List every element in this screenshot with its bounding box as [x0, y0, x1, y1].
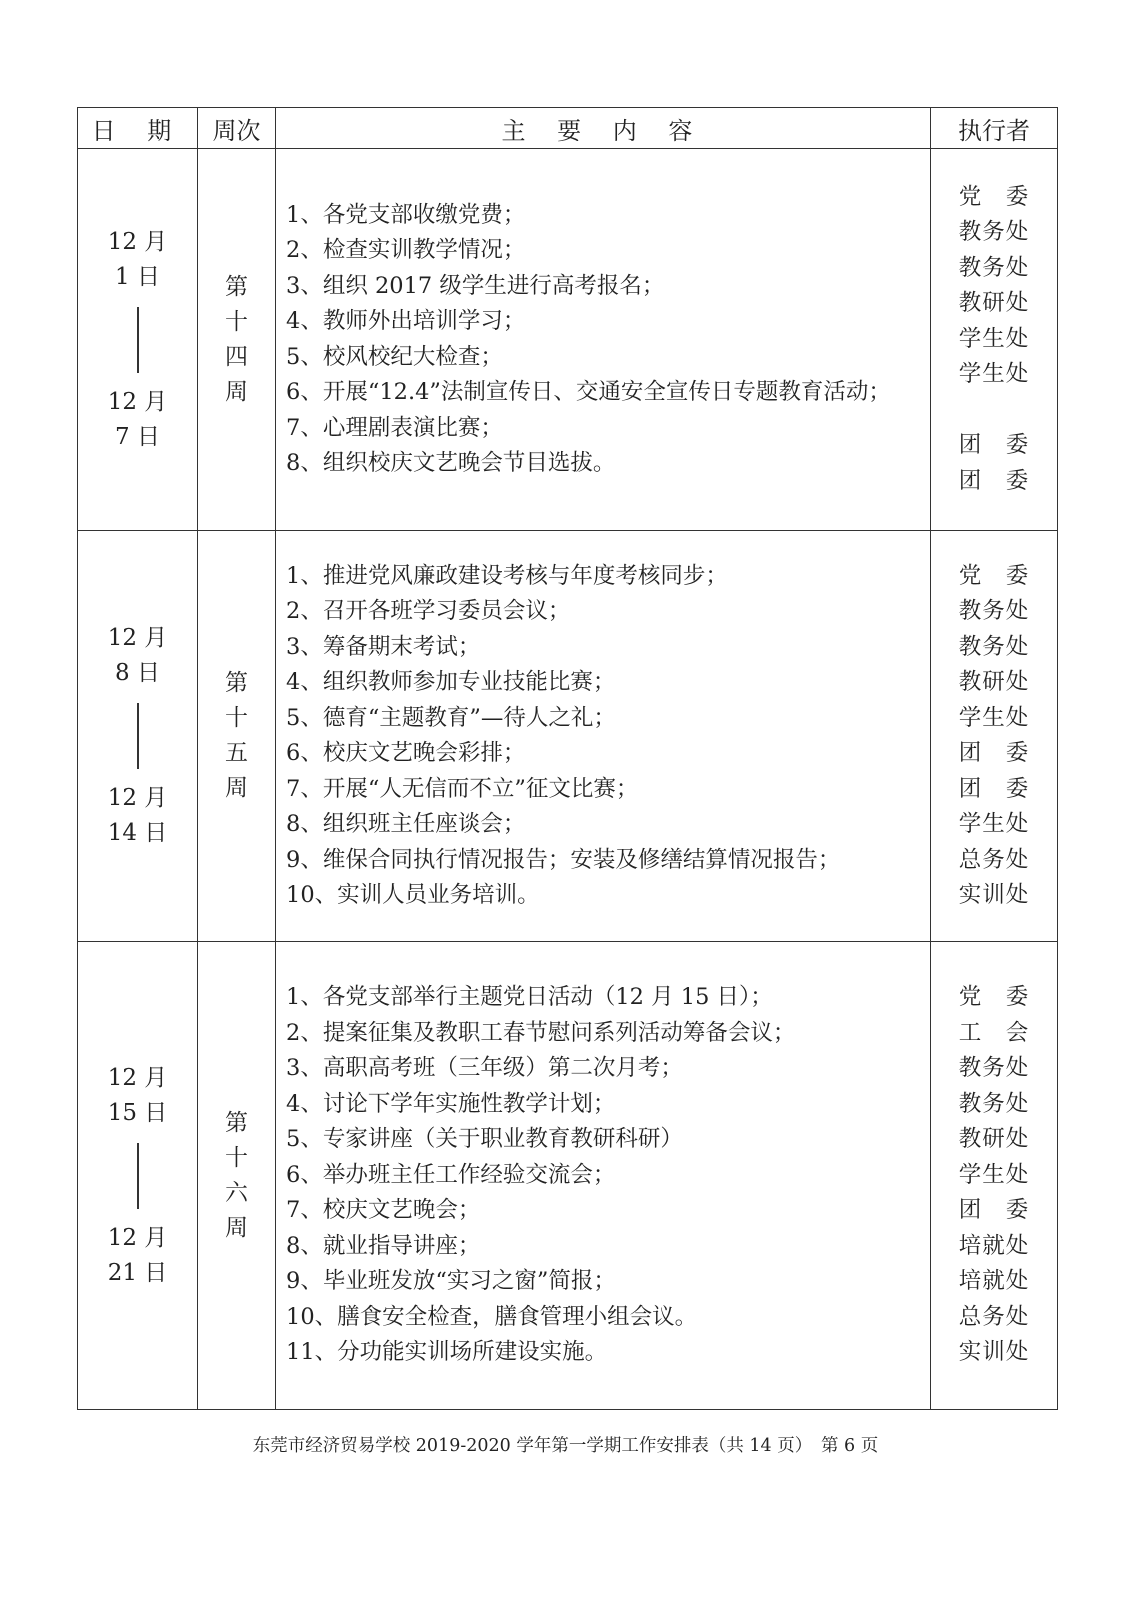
executor-cell	[931, 942, 1058, 1410]
executor-item: 教务处	[958, 633, 1030, 660]
content-item: 10、膳食安全检查，膳食管理小组会议。	[286, 1303, 698, 1330]
content-cell	[276, 531, 931, 942]
content-item: 2、检查实训教学情况；	[286, 237, 526, 263]
content-item: 5、德育“主题教育”—待人之礼；	[286, 704, 616, 731]
header-week: 周次	[198, 108, 276, 149]
content-item: 6、校庆文艺晚会彩排；	[286, 740, 526, 766]
executor-item: 团 委	[958, 467, 1030, 494]
date-range-line	[137, 1143, 139, 1209]
executor-item: 团 委	[958, 740, 1030, 766]
executor-item: 总务处	[958, 846, 1030, 873]
week-row	[78, 531, 1058, 942]
date-end-month: 12 月	[107, 785, 168, 811]
executor-item: 培就处	[958, 1268, 1030, 1295]
week-label-char: 第	[225, 1109, 248, 1136]
date-start-month: 12 月	[107, 625, 168, 651]
executor-item: 教务处	[958, 1055, 1030, 1082]
date-start-day: 8 日	[115, 660, 160, 686]
content-item: 4、教师外出培训学习；	[286, 308, 526, 334]
content-item: 4、组织教师参加专业技能比赛；	[286, 669, 616, 695]
executor-item: 工 会	[958, 1019, 1030, 1046]
content-item: 9、毕业班发放“实习之窗”简报；	[286, 1268, 616, 1295]
content-item: 1、推进党风廉政建设考核与年度考核同步；	[286, 562, 728, 589]
executor-item: 教务处	[958, 598, 1030, 624]
date-start-month: 12 月	[107, 1064, 168, 1091]
executor-item	[931, 393, 1057, 429]
content-item: 6、开展“12.4”法制宣传日、交通安全宣传日专题教育活动；	[286, 379, 891, 405]
week-row	[78, 149, 1058, 531]
date-end-day: 7 日	[115, 423, 160, 450]
executor-cell	[931, 149, 1058, 531]
content-item: 8、组织班主任座谈会；	[286, 811, 526, 837]
executor-item: 学生处	[958, 1161, 1030, 1188]
executor-cell	[931, 531, 1058, 942]
header-row	[78, 108, 1058, 149]
header-date: 日 期	[78, 108, 198, 149]
executor-item: 团 委	[958, 775, 1030, 802]
content-item: 5、专家讲座（关于职业教育教研科研）	[286, 1126, 683, 1153]
executor-item: 党 委	[958, 183, 1030, 210]
date-start-day: 1 日	[115, 263, 160, 290]
week-label-char: 周	[225, 1214, 248, 1241]
executor-item: 学生处	[958, 361, 1030, 388]
executor-item: 教务处	[958, 1090, 1030, 1117]
header-content: 主 要 内 容	[276, 108, 931, 149]
date-cell	[78, 531, 198, 942]
week-cell	[198, 531, 276, 942]
content-item: 1、各党支部收缴党费；	[286, 201, 526, 228]
content-item: 9、维保合同执行情况报告；安装及修缮结算情况报告；	[286, 846, 841, 873]
date-end-month: 12 月	[107, 1224, 168, 1251]
header-executor: 执行者	[931, 108, 1058, 149]
week-label-char: 五	[225, 740, 248, 766]
week-label-char: 周	[225, 378, 248, 405]
content-item: 3、高职高考班（三年级）第二次月考；	[286, 1055, 683, 1082]
content-item: 7、校庆文艺晚会；	[286, 1197, 481, 1224]
content-item: 8、组织校庆文艺晚会节目选拔。	[286, 450, 616, 476]
week-label-char: 周	[225, 775, 248, 801]
executor-item: 总务处	[958, 1303, 1030, 1330]
executor-item: 教研处	[958, 669, 1030, 695]
content-item: 10、实训人员业务培训。	[286, 882, 540, 908]
executor-item: 实训处	[958, 882, 1030, 908]
week-label-char: 四	[225, 343, 248, 370]
date-start-month: 12 月	[107, 228, 168, 255]
week-label-char: 十	[225, 308, 248, 335]
content-item: 2、提案征集及教职工春节慰问系列活动筹备会议；	[286, 1019, 796, 1046]
week-cell	[198, 942, 276, 1410]
executor-item: 教务处	[958, 219, 1030, 246]
content-item: 11、分功能实训场所建设实施。	[286, 1339, 608, 1366]
date-end-month: 12 月	[107, 388, 168, 415]
executor-item: 团 委	[958, 432, 1030, 459]
content-cell	[276, 149, 931, 531]
date-range-line	[137, 703, 139, 769]
date-start-day: 15 日	[107, 1099, 168, 1126]
content-item: 2、召开各班学习委员会议；	[286, 598, 571, 624]
page-footer: 东莞市经济贸易学校 2019-2020 学年第一学期工作安排表（共 14 页） 第 6 页	[252, 1436, 879, 1456]
content-item: 6、举办班主任工作经验交流会；	[286, 1161, 616, 1188]
content-item: 7、心理剧表演比赛；	[286, 414, 503, 441]
executor-item: 学生处	[958, 811, 1030, 837]
date-cell	[78, 149, 198, 531]
week-label-char: 六	[225, 1179, 248, 1206]
date-end-day: 14 日	[107, 820, 168, 846]
content-item: 5、校风校纪大检查；	[286, 343, 503, 370]
executor-item: 教务处	[958, 254, 1030, 281]
executor-item: 党 委	[958, 984, 1030, 1011]
date-end-day: 21 日	[107, 1259, 168, 1286]
executor-item: 教研处	[958, 290, 1030, 317]
content-item: 7、开展“人无信而不立”征文比赛；	[286, 775, 639, 802]
content-item: 3、组织 2017 级学生进行高考报名；	[286, 272, 665, 299]
date-cell	[78, 942, 198, 1410]
content-item: 3、筹备期末考试；	[286, 633, 481, 660]
week-label-char: 第	[225, 670, 248, 696]
executor-item: 学生处	[958, 704, 1030, 731]
executor-item: 党 委	[958, 562, 1030, 589]
week-label-char: 十	[225, 705, 248, 731]
content-item: 1、各党支部举行主题党日活动（12 月 15 日）；	[286, 984, 773, 1011]
week-label-char: 十	[225, 1144, 248, 1171]
week-label-char: 第	[225, 273, 248, 300]
schedule-table	[77, 107, 1058, 1410]
date-range-line	[137, 307, 139, 373]
week-cell	[198, 149, 276, 531]
week-row	[78, 942, 1058, 1410]
executor-item: 团 委	[958, 1197, 1030, 1224]
content-cell	[276, 942, 931, 1410]
content-item: 8、就业指导讲座；	[286, 1232, 481, 1259]
executor-item: 培就处	[958, 1232, 1030, 1259]
executor-item: 教研处	[958, 1126, 1030, 1153]
executor-item: 实训处	[958, 1339, 1030, 1366]
content-item: 4、讨论下学年实施性教学计划；	[286, 1090, 616, 1117]
executor-item: 学生处	[958, 325, 1030, 352]
